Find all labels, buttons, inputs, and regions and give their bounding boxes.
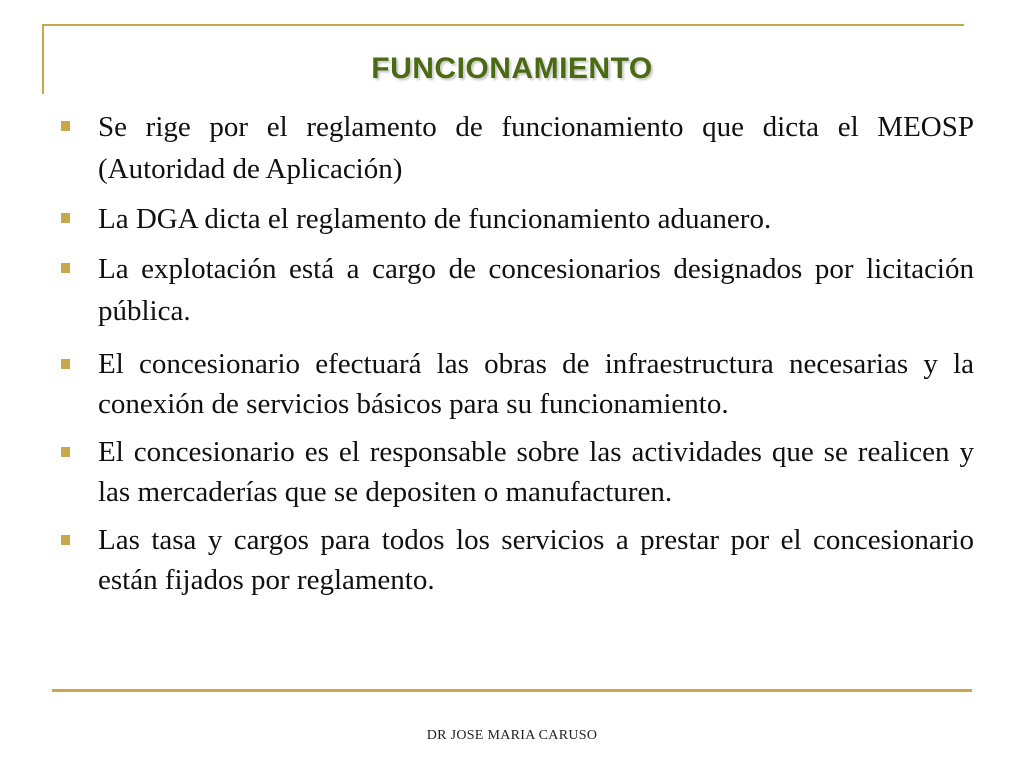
bullet-item bbox=[56, 432, 974, 512]
bullet-item bbox=[56, 198, 974, 240]
bullet-text: El concesionario es el responsable sobre las actividades que se realicen y las mercaderías que se depositen o manufacturen. bbox=[98, 436, 974, 508]
bullet-item bbox=[56, 106, 974, 190]
bullet-item bbox=[56, 520, 974, 600]
footer-divider bbox=[52, 689, 972, 692]
bullet-text: La explotación está a cargo de concesionarios designados por licitación pública. bbox=[98, 253, 974, 327]
bullet-item bbox=[56, 248, 974, 332]
square-bullet-icon bbox=[61, 447, 70, 457]
bullet-text: El concesionario efectuará las obras de infraestructura necesarias y la conexión de servicios básicos para su funcionamiento. bbox=[98, 348, 974, 420]
bullet-text: La DGA dicta el reglamento de funcionamiento aduanero. bbox=[98, 203, 772, 235]
bullet-item bbox=[56, 344, 974, 424]
bullet-list bbox=[56, 106, 974, 600]
square-bullet-icon bbox=[61, 535, 70, 545]
footer-author: DR JOSE MARIA CARUSO bbox=[426, 728, 598, 743]
bullet-text: Se rige por el reglamento de funcionamiento que dicta el MEOSP (Autoridad de Aplicación) bbox=[98, 111, 974, 185]
square-bullet-icon bbox=[61, 121, 70, 131]
top-frame-line bbox=[42, 24, 964, 26]
square-bullet-icon bbox=[61, 359, 70, 369]
square-bullet-icon bbox=[61, 213, 70, 223]
bullet-text: Las tasa y cargos para todos los servicios a prestar por el concesionario están fijados por reglamento. bbox=[98, 524, 974, 596]
slide-title: FUNCIONAMIENTO bbox=[371, 52, 653, 85]
square-bullet-icon bbox=[61, 263, 70, 273]
